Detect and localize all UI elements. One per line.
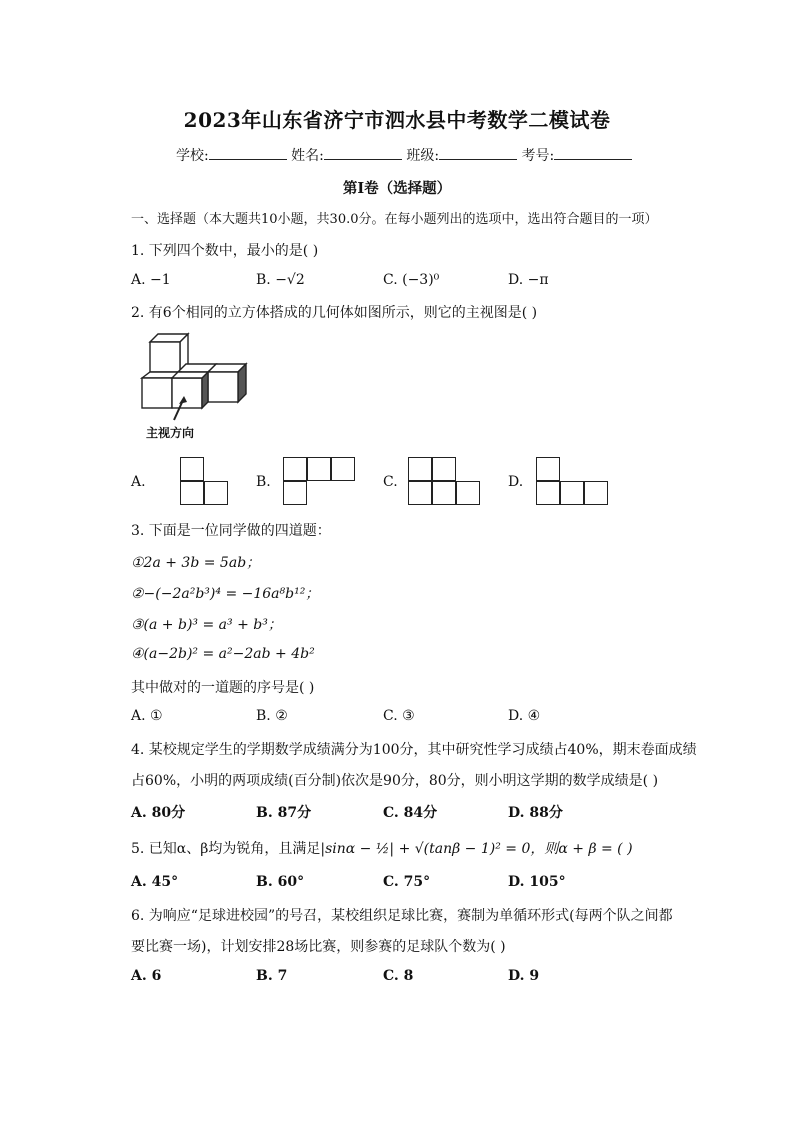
q5-option-d: D. 105° bbox=[508, 874, 566, 890]
grid-cell bbox=[456, 481, 480, 505]
q4-option-c: C. 84分 bbox=[383, 805, 438, 821]
q3-item-4: ④(a−2b)² = a²−2ab + 4b² bbox=[131, 646, 315, 662]
class-label: 班级: bbox=[406, 148, 440, 164]
grid-cell bbox=[283, 457, 307, 481]
q4-option-a: A. 80分 bbox=[131, 805, 186, 821]
name-blank bbox=[324, 145, 402, 160]
name-label: 姓名: bbox=[291, 148, 324, 164]
q2-option-c-letter: C. bbox=[383, 474, 398, 490]
grid-cell bbox=[180, 481, 204, 505]
grid-cell bbox=[432, 457, 456, 481]
q5-equation: |sinα − ½| + √(tanβ − 1)² = 0，则α + β = ( ) bbox=[320, 841, 633, 857]
class-blank bbox=[439, 145, 517, 160]
view-direction-label: 主视方向 bbox=[146, 426, 195, 440]
grid-cell bbox=[432, 481, 456, 505]
exam-no-blank bbox=[554, 145, 632, 160]
q3-item-1: ①2a + 3b = 5ab； bbox=[131, 555, 261, 571]
grid-cell bbox=[560, 481, 584, 505]
q3-item-2: ②−(−2a²b³)⁴ = −16a⁸b¹²； bbox=[131, 586, 320, 602]
q3-option-b: B. ② bbox=[256, 708, 288, 724]
q2-option-b-letter: B. bbox=[256, 474, 271, 490]
q6-option-a: A. 6 bbox=[131, 968, 162, 984]
question-2-stem: 2. 有6个相同的立方体搭成的几何体如图所示，则它的主视图是( ) bbox=[131, 305, 538, 321]
grid-cell bbox=[408, 481, 432, 505]
q4-option-d: D. 88分 bbox=[508, 805, 563, 821]
q5-stem-prefix: 5. 已知α、β均为锐角，且满足 bbox=[131, 841, 321, 857]
school-blank bbox=[209, 145, 287, 160]
student-info-line bbox=[176, 145, 632, 165]
q5-option-a: A. 45° bbox=[131, 874, 179, 890]
grid-cell bbox=[331, 457, 355, 481]
school-label: 学校: bbox=[176, 148, 209, 164]
q3-follow-up: 其中做对的一道题的序号是( ) bbox=[131, 680, 315, 696]
section-instructions: 一、选择题（本大题共10小题，共30.0分。在每小题列出的选项中，选出符合题目的一项） bbox=[131, 212, 658, 227]
exam-title: 2023年山东省济宁市泗水县中考数学二模试卷 bbox=[183, 108, 611, 132]
grid-cell bbox=[180, 457, 204, 481]
grid-cell bbox=[204, 481, 228, 505]
q2-option-d-figure bbox=[536, 457, 612, 507]
question-6-stem-line-2: 要比赛一场)，计划安排28场比赛，则参赛的足球队个数为( ) bbox=[131, 939, 506, 955]
grid-cell bbox=[584, 481, 608, 505]
q2-option-a-letter: A. bbox=[131, 474, 146, 490]
q2-option-a-figure bbox=[180, 457, 230, 507]
q5-option-b: B. 60° bbox=[256, 874, 305, 890]
grid-cell bbox=[408, 457, 432, 481]
q2-option-d-letter: D. bbox=[508, 474, 524, 490]
grid-cell bbox=[536, 481, 560, 505]
grid-cell bbox=[536, 457, 560, 481]
question-4-stem-line-1: 4. 某校规定学生的学期数学成绩满分为100分，其中研究性学习成绩占40%，期末卷面成绩 bbox=[131, 742, 697, 758]
q2-option-b-figure bbox=[283, 457, 359, 507]
question-4-stem-line-2: 占60%，小明的两项成绩(百分制)依次是90分，80分，则小明这学期的数学成绩是( ) bbox=[131, 773, 659, 789]
q1-option-c: C. (−3)⁰ bbox=[383, 272, 440, 288]
q3-option-a: A. ① bbox=[131, 708, 163, 724]
section-title: 第Ⅰ卷（选择题） bbox=[342, 180, 452, 197]
exam-no-label: 考号: bbox=[521, 148, 555, 164]
q6-option-b: B. 7 bbox=[256, 968, 288, 984]
q1-option-a: A. −1 bbox=[131, 272, 171, 288]
q1-option-b: B. −√2 bbox=[256, 272, 305, 288]
grid-cell bbox=[283, 481, 307, 505]
q4-option-b: B. 87分 bbox=[256, 805, 312, 821]
grid-cell bbox=[307, 457, 331, 481]
q3-option-d: D. ④ bbox=[508, 708, 541, 724]
question-1-stem: 1. 下列四个数中，最小的是( ) bbox=[131, 243, 319, 259]
q6-option-d: D. 9 bbox=[508, 968, 540, 984]
question-6-stem-line-1: 6. 为响应“足球进校园”的号召，某校组织足球比赛，赛制为单循环形式(每两个队之间都 bbox=[131, 908, 673, 924]
question-3-stem: 3. 下面是一位同学做的四道题： bbox=[131, 523, 331, 539]
q1-option-d: D. −π bbox=[508, 272, 549, 288]
q5-option-c: C. 75° bbox=[383, 874, 431, 890]
q6-option-c: C. 8 bbox=[383, 968, 414, 984]
q3-option-c: C. ③ bbox=[383, 708, 415, 724]
question-5-stem bbox=[131, 838, 633, 858]
q3-item-3: ③(a + b)³ = a³ + b³； bbox=[131, 617, 282, 633]
q2-option-c-figure bbox=[408, 457, 484, 507]
